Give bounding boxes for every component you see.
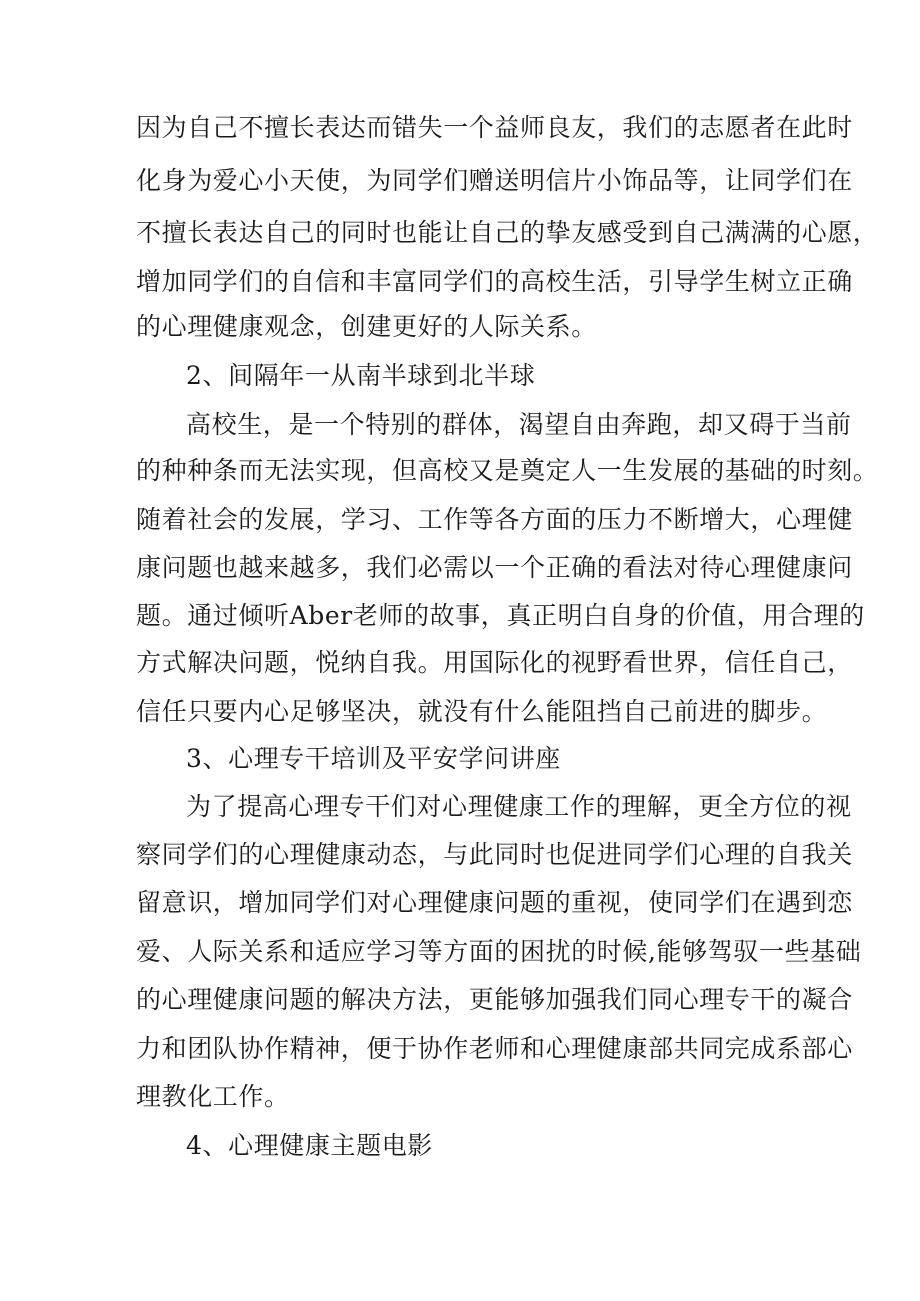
section-heading-4: 4、心理健康主题电影 xyxy=(186,1131,433,1160)
paragraph-line-14: 察同学们的心理健康动态，与此同时也促进同学们心理的自我关 xyxy=(136,840,853,869)
paragraph-line-2: 化身为爱心小天使，为同学们赠送明信片小饰品等，让同学们在 xyxy=(136,166,853,195)
paragraph-line-16: 爱、人际关系和适应学习等方面的困扰的时候,能够驾驭一些基础 xyxy=(136,937,862,966)
paragraph-line-10: 题。通过倾听Aber老师的故事，真正明白自身的价值，用合理的 xyxy=(136,601,865,630)
paragraph-line-9: 康问题也越来越多，我们必需以一个正确的看法对待心理健康问 xyxy=(136,553,853,582)
paragraph-line-15: 留意识，增加同学们对心理健康问题的重视，使同学们在遇到恋 xyxy=(136,888,853,917)
paragraph-line-11: 方式解决问题，悦纳自我。用国际化的视野看世界，信任自己， xyxy=(136,648,853,677)
paragraph-line-17: 的心理健康问题的解决方法，更能够加强我们同心理专干的凝合 xyxy=(136,985,853,1014)
paragraph-line-18: 力和团队协作精神，便于协作老师和心理健康部共同完成系部心 xyxy=(136,1034,853,1063)
section-heading-3: 3、心理专干培训及平安学问讲座 xyxy=(186,744,561,773)
section-heading-2: 2、间隔年一从南半球到北半球 xyxy=(186,361,536,390)
paragraph-line-8: 随着社会的发展，学习、工作等各方面的压力不断增大，心理健 xyxy=(136,505,853,534)
paragraph-line-12: 信任只要内心足够坚决，就没有什么能阻挡自己前进的脚步。 xyxy=(136,697,828,726)
paragraph-line-7: 的种种条而无法实现，但高校又是奠定人一生发展的基础的时刻。 xyxy=(136,456,879,485)
paragraph-line-6: 高校生，是一个特别的群体，渴望自由奔跑，却又碍于当前 xyxy=(186,410,852,439)
paragraph-line-5: 的心理健康观念，创建更好的人际关系。 xyxy=(136,312,597,341)
paragraph-line-3: 不擅长表达自己的同时也能让自己的挚友感受到自己满满的心愿， xyxy=(136,218,879,247)
paragraph-line-19: 理教化工作。 xyxy=(136,1082,290,1111)
paragraph-line-13: 为了提高心理专干们对心理健康工作的理解，更全方位的视 xyxy=(186,792,852,821)
paragraph-line-1: 因为自己不擅长表达而错失一个益师良友，我们的志愿者在此时 xyxy=(136,113,853,142)
paragraph-line-4: 增加同学们的自信和丰富同学们的高校生活，引导学生树立正确 xyxy=(136,267,853,296)
